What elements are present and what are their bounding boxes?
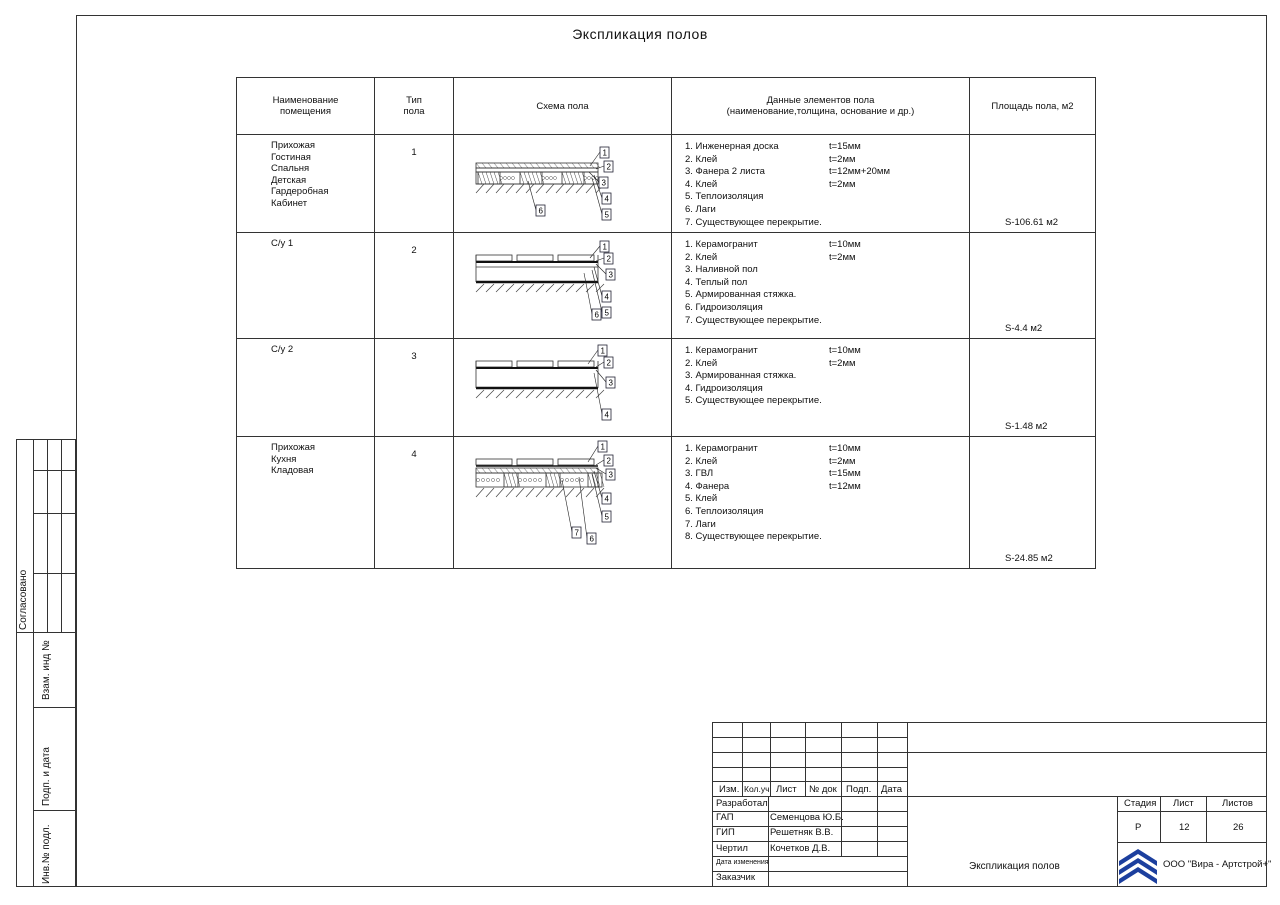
callout-number: 4 [604,194,609,204]
role-label: Дата изменения [716,859,769,866]
element-line [685,506,969,519]
element-line [685,252,969,265]
header-floor-area: Площадь пола, м2 [970,78,1096,135]
agreed-label: Согласовано [18,569,29,630]
element-line [685,154,969,167]
callout-number: 5 [604,210,609,220]
element-thickness: t=2мм [829,455,856,467]
element-line [685,217,969,230]
element-line [685,179,969,192]
callout-number: 5 [604,512,609,522]
table-row [237,135,1096,233]
element-thickness: t=2мм [829,357,856,369]
room-names: С/у 2 [237,339,375,437]
element-thickness: t=15мм [829,141,861,152]
floor-elements [672,339,970,437]
element-name: 4. Теплый пол [685,276,748,288]
floor-type: 1 [375,135,454,233]
callout-number: 2 [606,456,611,466]
element-line [685,277,969,290]
element-name: 3. ГВЛ [685,468,714,480]
element-line [685,531,969,544]
element-thickness: t=15мм [829,468,861,480]
element-thickness: t=2мм [829,153,856,165]
element-thickness: t=12мм [829,480,861,492]
title-block-col-header: № док [809,784,837,795]
element-line [685,239,969,252]
floor-elements [672,135,970,233]
floor-area [970,233,1096,339]
floor-type: 2 [375,233,454,339]
element-name: 1. Керамогранит [685,345,758,356]
element-line [685,519,969,532]
element-name: 2. Клей [685,455,718,467]
floor-scheme [454,437,672,569]
element-line [685,302,969,315]
floor-section-drawing [454,135,671,229]
element-name: 3. Фанера 2 листа [685,166,765,178]
header-room-name: Наименование помещения [237,78,375,135]
callout-number: 3 [608,470,613,480]
inventory-label: Инв.№ подл. [41,824,52,884]
callout-number: 6 [589,534,594,544]
element-line [685,191,969,204]
area-value: S-1.48 м2 [1005,421,1048,432]
callout-number: 3 [601,178,606,188]
element-line [685,289,969,302]
table-row [237,339,1096,437]
role-label: Заказчик [716,872,756,883]
callout-number: 1 [600,346,605,356]
role-label: ГАП [716,812,734,823]
floor-elements [672,233,970,339]
element-line [685,358,969,371]
floor-scheme [454,135,672,233]
table-header-row [237,78,1096,135]
area-value: S-24.85 м2 [1005,553,1053,564]
element-name: 7. Лаги [685,518,716,530]
person-name: Кочетков Д.В. [770,843,831,854]
sheets-value: 26 [1233,822,1244,833]
stage-label: Стадия [1124,798,1157,809]
element-line [685,141,969,154]
element-name: 7. Существующее перекрытие. [685,216,822,228]
element-name: 3. Армированная стяжка. [685,370,797,382]
element-line [685,166,969,179]
element-name: 1. Керамогранит [685,239,758,250]
floor-explication-table [236,77,1096,569]
sheet-label: Лист [1173,798,1194,809]
element-name: 5. Существующее перекрытие. [685,395,822,407]
element-line [685,395,969,408]
callout-number: 2 [606,162,611,172]
sheet-value: 12 [1179,822,1190,833]
element-name: 6. Теплоизоляция [685,505,764,517]
element-line [685,456,969,469]
element-line [685,443,969,456]
callout-number: 6 [594,310,599,320]
callout-number: 3 [608,270,613,280]
callout-number: 2 [606,358,611,368]
element-name: 2. Клей [685,357,718,369]
stage-value: Р [1135,822,1142,833]
element-line [685,345,969,358]
header-floor-scheme: Схема пола [454,78,672,135]
element-thickness: t=10мм [829,443,861,454]
element-thickness: t=12мм+20мм [829,166,890,178]
callout-number: 4 [604,494,609,504]
room-names: С/у 1 [237,233,375,339]
element-name: 5. Клей [685,493,718,505]
element-thickness: t=10мм [829,345,861,356]
doc-title: Экспликация полов [969,861,1060,872]
room-names: Прихожая Кухня Кладовая [237,437,375,569]
callout-number: 4 [604,410,609,420]
title-block-col-header: Лист [776,784,797,795]
callout-number: 4 [604,292,609,302]
area-value: S-106.61 м2 [1005,217,1059,228]
role-label: ГИП [716,827,735,838]
element-name: 4. Клей [685,178,718,190]
company-logo [1119,845,1157,885]
person-name: Решетняк В.В. [770,827,834,838]
callout-number: 1 [602,148,607,158]
floor-area [970,135,1096,233]
callout-number: 1 [602,242,607,252]
element-name: 2. Клей [685,153,718,165]
callout-number: 1 [600,442,605,452]
element-name: 2. Клей [685,251,718,263]
floor-elements [672,437,970,569]
element-line [685,383,969,396]
element-thickness: t=10мм [829,239,861,250]
element-name: 4. Фанера [685,480,730,492]
element-line [685,493,969,506]
element-line [685,204,969,217]
element-line [685,481,969,494]
header-floor-type: Тип пола [375,78,454,135]
element-name: 8. Существующее перекрытие. [685,531,822,543]
sign-date-label: Подп. и дата [41,747,52,806]
role-label: Разработал [716,798,768,809]
element-line [685,264,969,277]
area-value: S-4.4 м2 [1005,323,1043,334]
sheets-label: Листов [1222,798,1253,809]
table-row [237,233,1096,339]
callout-number: 3 [608,378,613,388]
floor-type: 3 [375,339,454,437]
element-name: 7. Существующее перекрытие. [685,314,822,326]
room-names: Прихожая Гостиная Спальня Детская Гардеробная Кабинет [237,135,375,233]
element-thickness: t=2мм [829,251,856,263]
element-name: 4. Гидроизоляция [685,382,763,394]
callout-number: 6 [538,206,543,216]
element-name: 5. Теплоизоляция [685,191,764,203]
floor-section-drawing [454,339,671,433]
replace-inv-label: Взам. инд № [41,640,52,700]
table-row [237,437,1096,569]
callout-number: 5 [604,308,609,318]
page-title: Экспликация полов [572,26,708,42]
element-name: 1. Керамогранит [685,443,758,454]
company-name: ООО "Вира - Артстрой+" [1163,859,1272,870]
element-name: 1. Инженерная доска [685,141,779,152]
element-name: 6. Лаги [685,203,716,215]
title-block-col-header: Дата [881,784,903,795]
person-name: Семенцова Ю.Б. [770,812,844,823]
element-line [685,468,969,481]
floor-section-drawing [454,437,671,565]
floor-section-drawing [454,233,671,335]
title-block-col-header: Кол.уч [744,784,770,794]
element-name: 5. Армированная стяжка. [685,289,797,301]
floor-area [970,437,1096,569]
element-name: 6. Гидроизоляция [685,301,763,313]
callout-number: 2 [606,254,611,264]
floor-scheme [454,233,672,339]
header-floor-elements: Данные элементов пола (наименование,толщина, основание и др.) [672,78,970,135]
floor-type: 4 [375,437,454,569]
element-line [685,370,969,383]
title-block-col-header: Изм. [719,784,740,795]
callout-number: 7 [574,528,579,538]
role-label: Чертил [716,843,748,854]
element-name: 3. Наливной пол [685,264,758,276]
floor-scheme [454,339,672,437]
title-block-col-header: Подп. [846,784,872,795]
floor-area [970,339,1096,437]
element-line [685,315,969,328]
element-thickness: t=2мм [829,178,856,190]
